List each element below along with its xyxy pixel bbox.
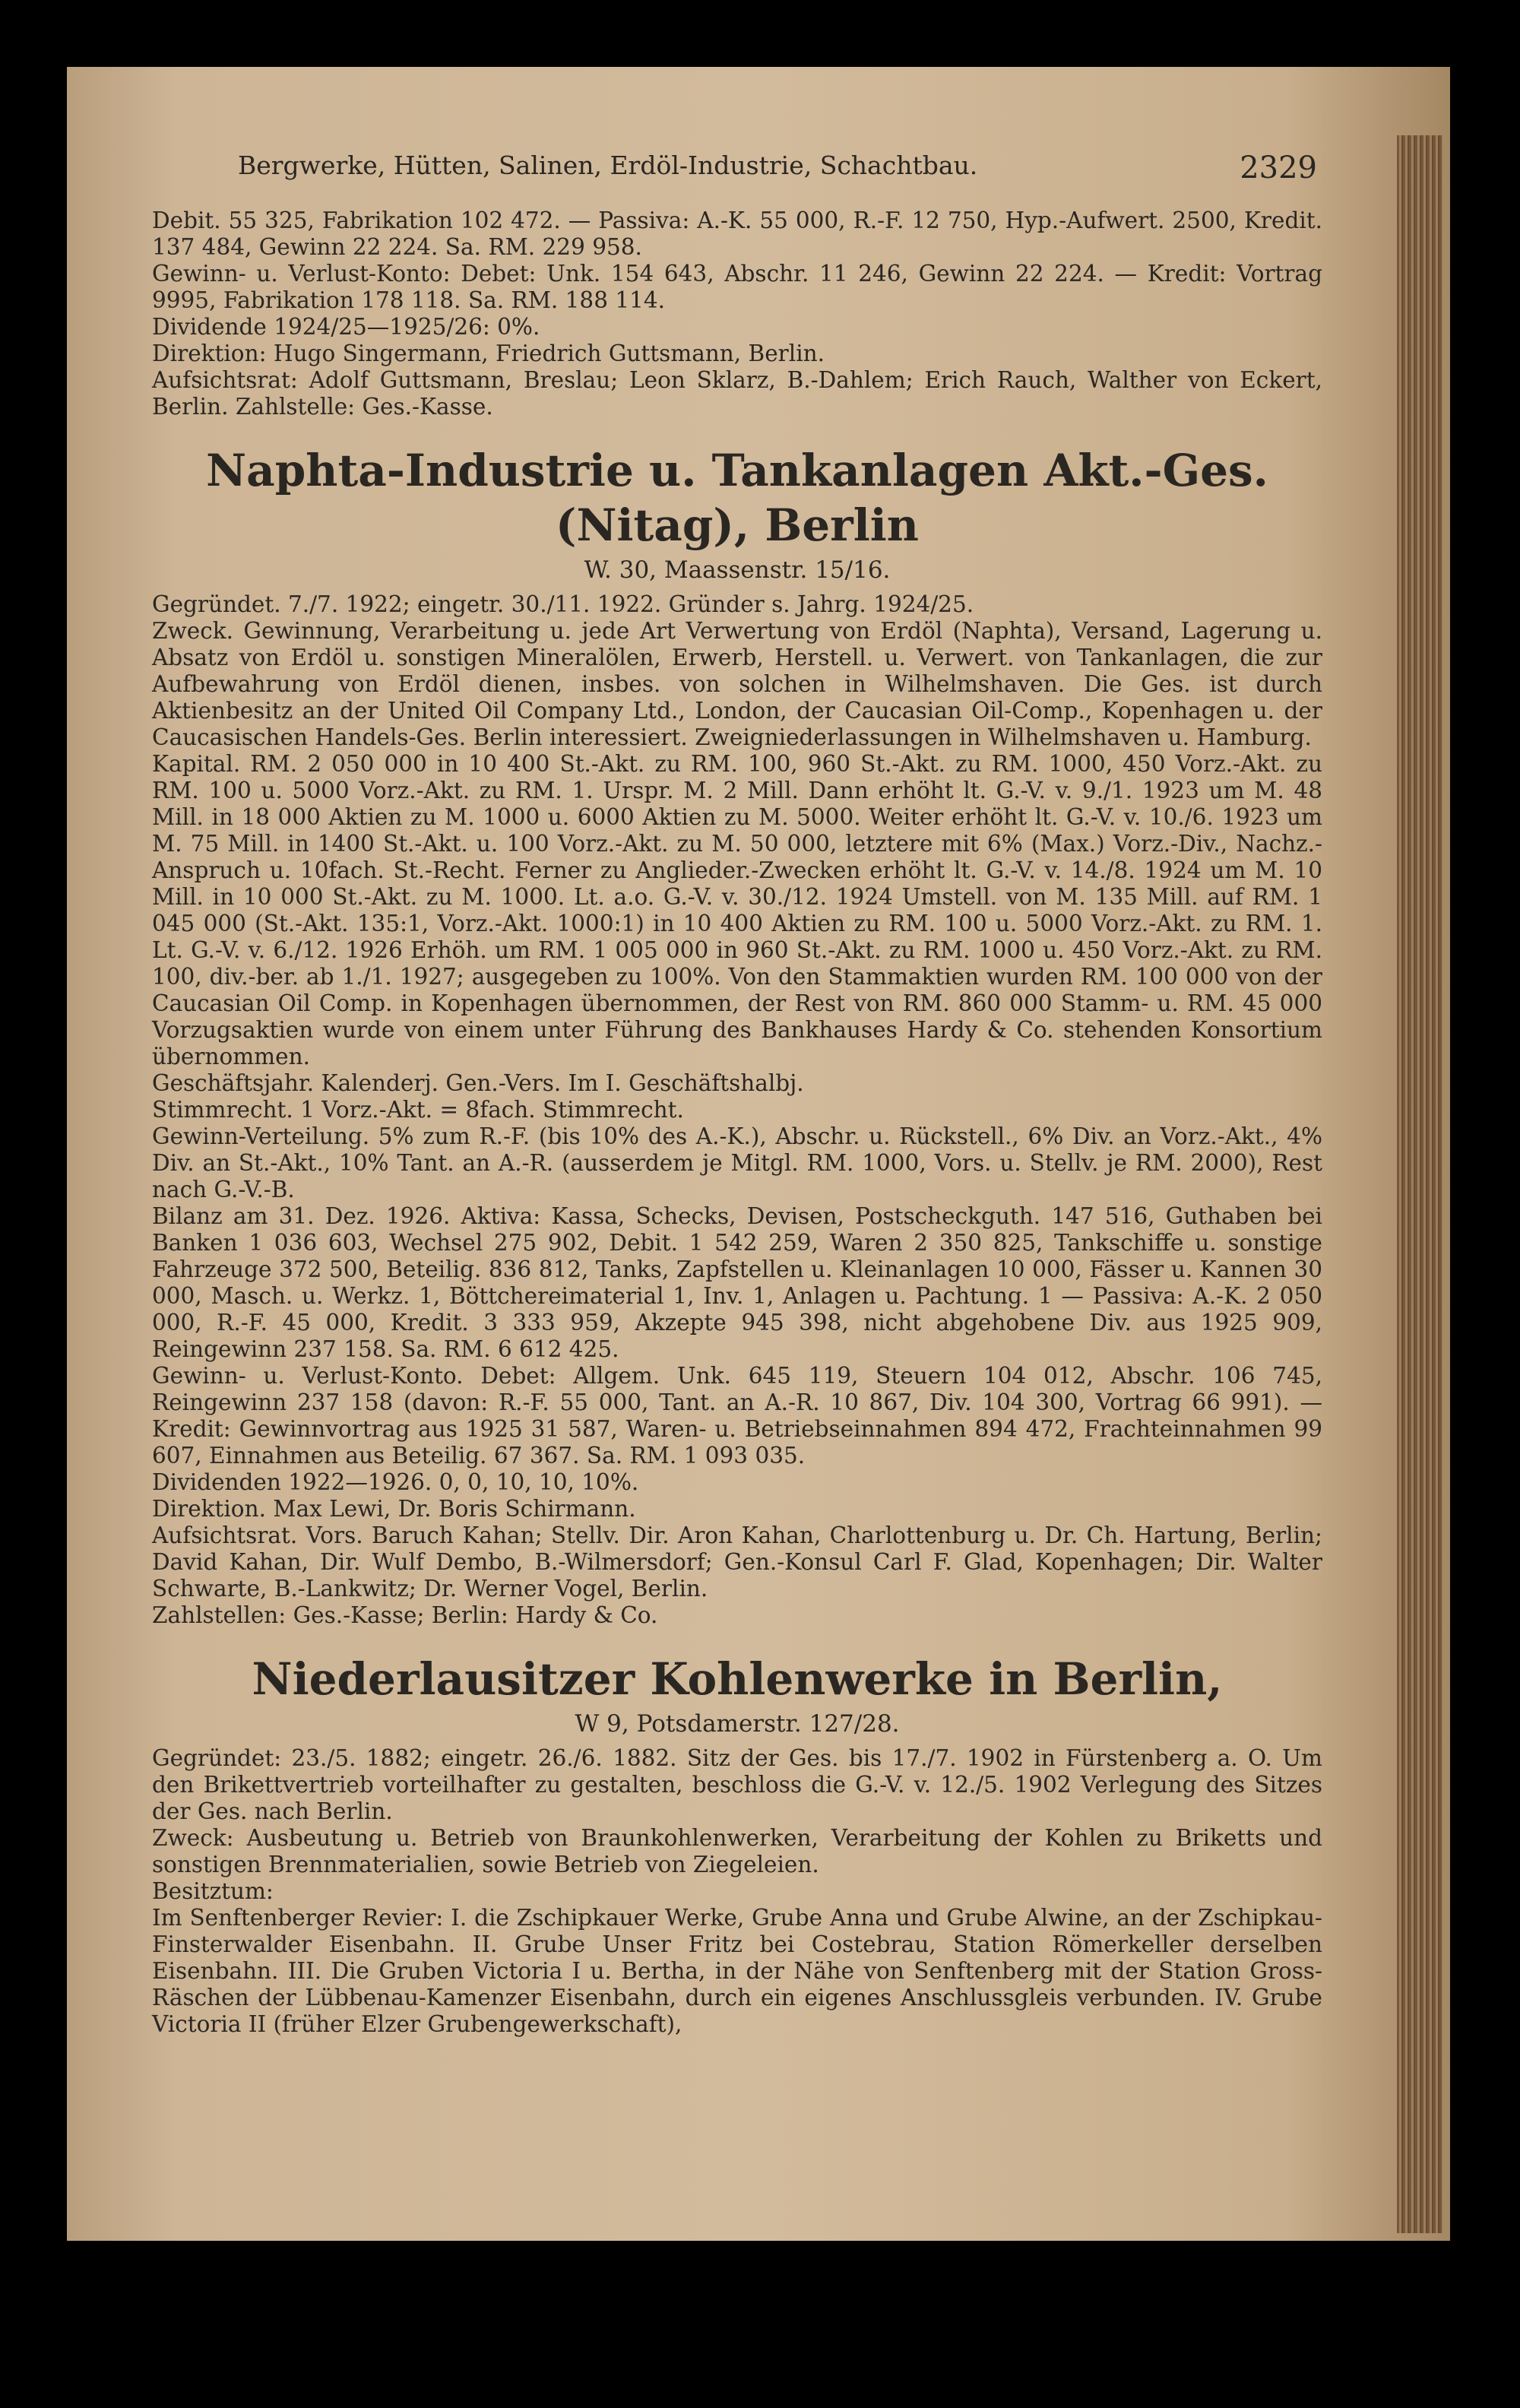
company2-para: Zweck: Ausbeutung u. Betrieb von Braunkohlenwerken, Verarbeitung der Kohlen zu Briketts und sonstigen Brennmaterialien, sowie Betrieb von Ziegeleien.	[152, 1825, 1322, 1877]
book-page	[67, 67, 1450, 2241]
company1-para: Gewinn-Verteilung. 5% zum R.-F. (bis 10% des A.-K.), Abschr. u. Rückstell., 6% Div. an Vorz.-Akt., 4% Div. an St.-Akt., 10% Tant. an A.-R. (ausserdem je Mitgl. RM. 1000, Vors. u. Stellv. je RM. 2000), Rest nach G.-V.-B.	[152, 1123, 1322, 1202]
company1-para: Dividenden 1922—1926. 0, 0, 10, 10, 10%.	[152, 1469, 639, 1495]
company1-title: Naphta-Industrie u. Tankanlagen Akt.-Ges. (Nitag), Berlin	[206, 445, 1268, 551]
company1-para: Gegründet. 7./7. 1922; eingetr. 30./11. 1922. Gründer s. Jahrg. 1924/25.	[152, 591, 974, 617]
page-edges	[1397, 135, 1442, 2233]
prev-para: Gewinn- u. Verlust-Konto: Debet: Unk. 154 643, Abschr. 11 246, Gewinn 22 224. — Kredit: Vortrag 9995, Fabrikation 178 118. Sa. RM. 188 114.	[152, 261, 1322, 313]
company1-para: Stimmrecht. 1 Vorz.-Akt. = 8fach. Stimmrecht.	[152, 1097, 684, 1123]
running-header	[238, 150, 1317, 185]
company2-title: Niederlausitzer Kohlenwerke in Berlin,	[252, 1653, 1223, 1705]
company2-para: Besitztum:	[152, 1878, 274, 1904]
company2-address: W 9, Potsdamerstr. 127/28.	[575, 1710, 900, 1738]
company1-para: Geschäftsjahr. Kalenderj. Gen.-Vers. Im I. Geschäftshalbj.	[152, 1070, 804, 1096]
company1-para: Zweck. Gewinnung, Verarbeitung u. jede Art Verwertung von Erdöl (Naphta), Versand, Lagerung u. Absatz von Erdöl u. sonstigen Mineralölen, Erwerb, Herstell. u. Verwert. von Tankanlagen, die zur Aufbewahrung von Erdöl dienen, insbes. von solchen in Wilhelmshaven. Die Ges. ist durch Aktienbesitz an der United Oil Company Ltd., London, der Caucasian Oil-Comp., Kopenhagen u. der Caucasischen Handels-Ges. Berlin interessiert. Zweigniederlassungen in Wilhelmshaven u. Hamburg.	[152, 618, 1322, 750]
company1-para: Gewinn- u. Verlust-Konto. Debet: Allgem. Unk. 645 119, Steuern 104 012, Abschr. 106 745, Reingewinn 237 158 (davon: R.-F. 55 000, Tant. an A.-R. 10 867, Div. 104 300, Vortrag 66 991). — Kredit: Gewinnvortrag aus 1925 31 587, Waren- u. Betriebseinnahmen 894 472, Frachteinnahmen 99 607, Einnahmen aus Beteilig. 67 367. Sa. RM. 1 093 035.	[152, 1363, 1322, 1469]
company1-para: Bilanz am 31. Dez. 1926. Aktiva: Kassa, Schecks, Devisen, Postscheckguth. 147 516, Guthaben bei Banken 1 036 603, Wechsel 275 902, Debit. 1 542 259, Waren 2 350 825, Tankschiffe u. sonstige Fahrzeuge 372 500, Beteilig. 836 812, Tanks, Zapfstellen u. Kleinanlagen 10 000, Fässer u. Kannen 30 000, Masch. u. Werkz. 1, Böttchereimaterial 1, Inv. 1, Anlagen u. Pachtung. 1 — Passiva: A.-K. 2 050 000, R.-F. 45 000, Kredit. 3 333 959, Akzepte 945 398, nicht abgehobene Div. aus 1925 909, Reingewinn 237 158. Sa. RM. 6 612 425.	[152, 1203, 1322, 1362]
company2-para: Gegründet: 23./5. 1882; eingetr. 26./6. 1882. Sitz der Ges. bis 17./7. 1902 in Fürstenberg a. O. Um den Brikettvertrieb vorteilhafter zu gestalten, beschloss die G.-V. v. 12./5. 1902 Verlegung des Sitzes der Ges. nach Berlin.	[152, 1745, 1322, 1824]
company1-address: W. 30, Maassenstr. 15/16.	[584, 556, 891, 584]
company1-para: Zahlstellen: Ges.-Kasse; Berlin: Hardy & Co.	[152, 1602, 658, 1628]
prev-para: Aufsichtsrat: Adolf Guttsmann, Breslau; Leon Sklarz, B.-Dahlem; Erich Rauch, Walther von Eckert, Berlin. Zahlstelle: Ges.-Kasse.	[152, 367, 1322, 420]
company1-para: Kapital. RM. 2 050 000 in 10 400 St.-Akt. zu RM. 100, 960 St.-Akt. zu RM. 1000, 450 Vorz.-Akt. zu RM. 100 u. 5000 Vorz.-Akt. zu RM. 1. Urspr. M. 2 Mill. Dann erhöht lt. G.-V. v. 9./1. 1923 um M. 48 Mill. in 18 000 Aktien zu M. 1000 u. 6000 Aktien zu M. 5000. Weiter erhöht lt. G.-V. v. 10./6. 1923 um M. 75 Mill. in 1400 St.-Akt. u. 100 Vorz.-Akt. zu M. 50 000, letztere mit 6% (Max.) Vorz.-Div., Nachz.-Anspruch u. 10fach. St.-Recht. Ferner zu Anglieder.-Zwecken erhöht lt. G.-V. v. 14./8. 1924 um M. 10 Mill. in 10 000 St.-Akt. zu M. 1000. Lt. a.o. G.-V. v. 30./12. 1924 Umstell. von M. 135 Mill. auf RM. 1 045 000 (St.-Akt. 135:1, Vorz.-Akt. 1000:1) in 10 400 Aktien zu RM. 100 u. 5000 Vorz.-Akt. zu RM. 1. Lt. G.-V. v. 6./12. 1926 Erhöh. um RM. 1 005 000 in 960 St.-Akt. zu RM. 1000 u. 450 Vorz.-Akt. zu RM. 100, div.-ber. ab 1./1. 1927; ausgegeben zu 100%. Von den Stammaktien wurden RM. 100 000 von der Caucasian Oil Comp. in Kopenhagen übernommen, der Rest von RM. 860 000 Stamm- u. RM. 45 000 Vorzugsaktien wurde von einem unter Führung des Bankhauses Hardy & Co. stehenden Konsortium übernommen.	[152, 751, 1322, 1069]
prev-para: Debit. 55 325, Fabrikation 102 472. — Passiva: A.-K. 55 000, R.-F. 12 750, Hyp.-Aufwert. 2500, Kredit. 137 484, Gewinn 22 224. Sa. RM. 229 958.	[152, 208, 1322, 260]
header-title: Bergwerke, Hütten, Salinen, Erdöl-Industrie, Schachtbau.	[238, 150, 978, 180]
company1-para: Direktion. Max Lewi, Dr. Boris Schirmann.	[152, 1496, 636, 1522]
company2-para: Im Senftenberger Revier: I. die Zschipkauer Werke, Grube Anna und Grube Alwine, an der Zschipkau-Finsterwalder Eisenbahn. II. Grube Unser Fritz bei Costebrau, Station Römerkeller derselben Eisenbahn. III. Die Gruben Victoria I u. Bertha, in der Nähe von Senftenberg mit der Station Gross-Räschen der Lübbenau-Kamenzer Eisenbahn, durch ein eigenes Anschlussgleis verbunden. IV. Grube Victoria II (früher Elzer Grubengewerkschaft),	[152, 1905, 1322, 2037]
text-column	[152, 208, 1322, 2038]
prev-para: Dividende 1924/25—1925/26: 0%.	[152, 314, 540, 340]
page-number: 2329	[1240, 150, 1317, 185]
prev-para: Direktion: Hugo Singermann, Friedrich Guttsmann, Berlin.	[152, 341, 825, 366]
company1-para: Aufsichtsrat. Vors. Baruch Kahan; Stellv. Dir. Aron Kahan, Charlottenburg u. Dr. Ch. Hartung, Berlin; David Kahan, Dir. Wulf Dembo, B.-Wilmersdorf; Gen.-Konsul Carl F. Glad, Kopenhagen; Dir. Walter Schwarte, B.-Lankwitz; Dr. Werner Vogel, Berlin.	[152, 1522, 1322, 1602]
